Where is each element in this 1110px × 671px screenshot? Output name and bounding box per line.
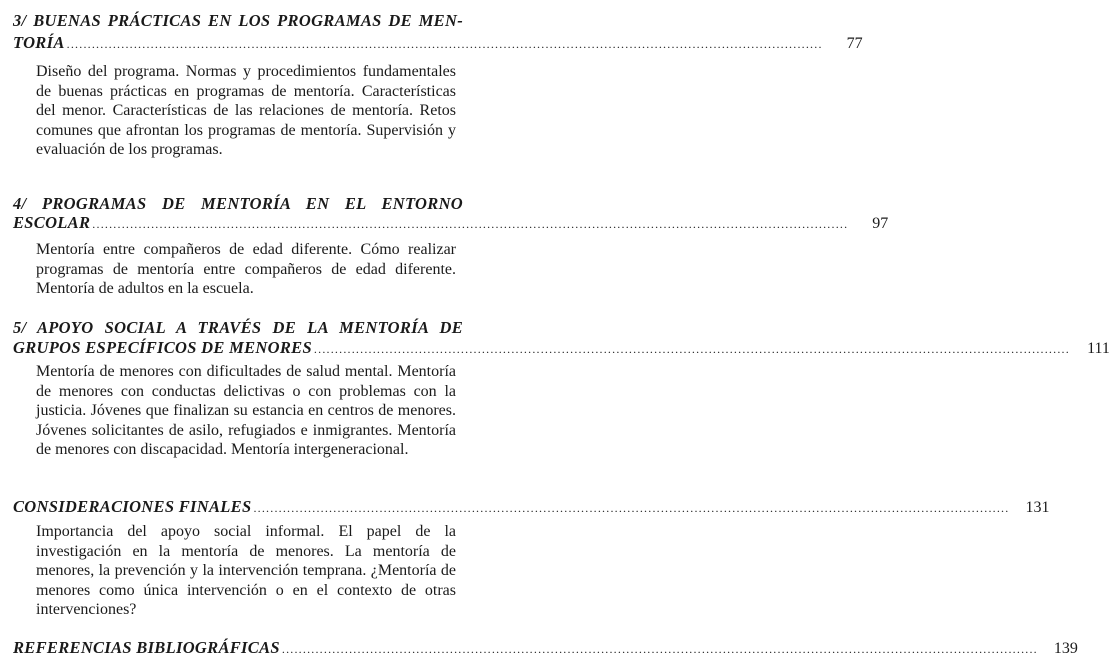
dot-leader: .................................................................................................................................................................................... [253, 501, 1010, 515]
toc-heading-line: CONSIDERACIONES FINALES [13, 497, 252, 516]
toc-heading-line: REFERENCIAS BIBLIOGRÁFICAS [13, 638, 280, 657]
dot-leader: .................................................................................................................................................................................... [313, 342, 1070, 356]
toc-heading-row [13, 497, 1050, 517]
page-number: 139 [1053, 640, 1078, 657]
dot-leader: .................................................................................................................................................................................... [92, 217, 849, 231]
toc-heading-line: GRUPOS ESPECÍFICOS DE MENORES [13, 338, 312, 357]
toc-description: Diseño del programa. Normas y procedimientos fundamentales de buenas prácticas en programas de mentoría. Características del menor. Características de las relaciones de mentoría. Retos comunes que afrontan los programas de mentoría. Supervisión y evaluación de los programas. [36, 63, 456, 158]
toc-heading-line: 4/ PROGRAMAS DE MENTORÍA EN EL ENTORNO [13, 194, 463, 213]
toc-description: Mentoría de menores con dificultades de salud mental. Mentoría de menores con conductas delictivas o con problemas con la justicia. Jóvenes que finalizan su estancia en centros de menores. Jóvenes solicitantes de asilo, refugiados e inmigrantes. Mentoría de menores con discapacidad. Mentoría intergeneracional. [36, 363, 456, 458]
toc-description: Mentoría entre compañeros de edad diferente. Cómo realizar programas de mentoría entre compañeros de edad diferente. Mentoría de adultos en la escuela. [36, 241, 456, 297]
toc-heading-row [13, 638, 1078, 658]
dot-leader: .................................................................................................................................................................................... [281, 642, 1038, 656]
toc-heading-row [13, 213, 889, 233]
toc-heading-line: 3/ BUENAS PRÁCTICAS EN LOS PROGRAMAS DE MEN- [13, 11, 463, 30]
toc-heading-line: ESCOLAR [13, 213, 91, 232]
toc-heading-row [13, 33, 863, 53]
toc-heading-line: TORÍA [13, 33, 65, 52]
page-number: 131 [1025, 499, 1050, 516]
page-number: 97 [872, 215, 889, 232]
page-number: 111 [1087, 340, 1110, 357]
page-number: 77 [846, 35, 863, 52]
dot-leader: .................................................................................................................................................................................... [66, 37, 823, 51]
toc-heading-row [13, 338, 1110, 358]
toc-description: Importancia del apoyo social informal. El papel de la investigación en la mentoría de menores. La mentoría de menores, la prevención y la intervención temprana. ¿Mentoría de menores como única intervención o en el contexto de otras intervenciones? [36, 523, 456, 618]
toc-heading-line: 5/ APOYO SOCIAL A TRAVÉS DE LA MENTORÍA DE [13, 318, 463, 337]
